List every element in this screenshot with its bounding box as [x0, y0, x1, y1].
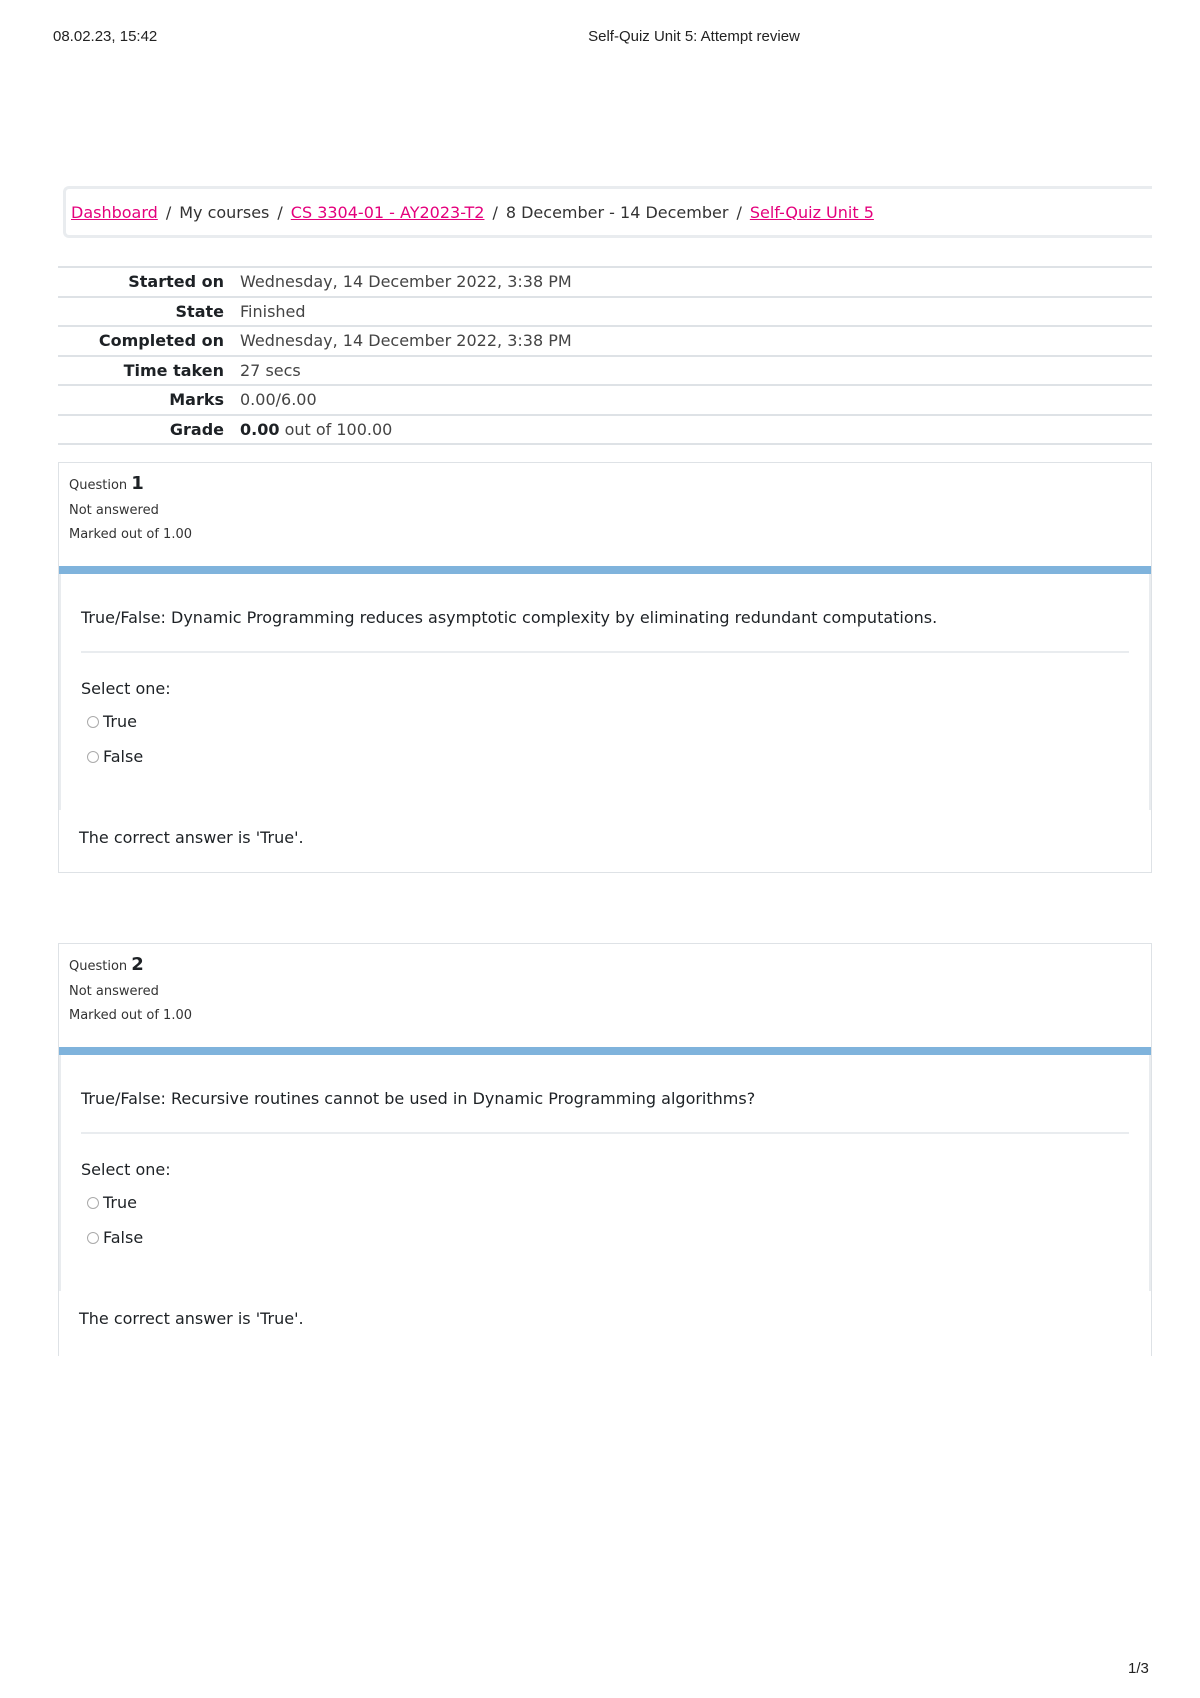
- completed-on-value: Wednesday, 14 December 2022, 3:38 PM: [240, 331, 572, 351]
- summary-row-marks: [58, 385, 1152, 415]
- correct-answer-feedback: The correct answer is 'True'.: [79, 828, 304, 847]
- attempt-summary-table: [58, 266, 1152, 445]
- question-content: [59, 1055, 1151, 1291]
- breadcrumb-separator: /: [736, 202, 742, 222]
- answer-option-label: False: [103, 1228, 144, 1247]
- summary-row-started: [58, 267, 1152, 297]
- print-header: [0, 28, 1200, 48]
- radio-icon[interactable]: [87, 716, 99, 728]
- correct-answer-feedback: The correct answer is 'True'.: [79, 1309, 304, 1328]
- summary-row-time: [58, 356, 1152, 386]
- question-text: True/False: Dynamic Programming reduces asymptotic complexity by eliminating redundant computations.: [81, 574, 1129, 653]
- summary-row-completed: [58, 326, 1152, 356]
- question-number: [69, 954, 1141, 975]
- answer-option-false[interactable]: [81, 747, 1129, 766]
- question-status: Not answered: [69, 984, 159, 999]
- breadcrumb-separator: /: [277, 202, 283, 222]
- grade-cell: [232, 415, 1152, 445]
- breadcrumb-separator: /: [165, 202, 172, 222]
- question-divider-bar: [59, 566, 1151, 574]
- completed-on-label: Completed on: [98, 331, 224, 351]
- question-number-value: 2: [131, 954, 144, 975]
- summary-row-state: [58, 297, 1152, 327]
- state-label: State: [175, 301, 224, 321]
- question-info: [59, 944, 1151, 1047]
- question-content: [59, 574, 1151, 810]
- breadcrumb-separator: /: [492, 202, 498, 222]
- question-status: Not answered: [69, 503, 159, 518]
- started-on-value: Wednesday, 14 December 2022, 3:38 PM: [240, 272, 572, 292]
- answer-option-false[interactable]: [81, 1228, 1129, 1247]
- breadcrumb-week: 8 December - 14 December: [505, 202, 729, 222]
- breadcrumb-quiz-link[interactable]: Self-Quiz Unit 5: [749, 202, 874, 222]
- question-info: [59, 463, 1151, 566]
- answer-option-true[interactable]: [81, 712, 1129, 731]
- marks-value: 0.00/6.00: [240, 390, 317, 410]
- grade-label: Grade: [169, 419, 224, 439]
- question-text: True/False: Recursive routines cannot be used in Dynamic Programming algorithms?: [81, 1055, 1129, 1134]
- summary-row-grade: [58, 415, 1152, 445]
- question-2: [58, 943, 1152, 1356]
- question-label: Question: [69, 959, 128, 974]
- radio-icon[interactable]: [87, 1197, 99, 1209]
- print-page-title: Self-Quiz Unit 5: Attempt review: [588, 28, 800, 45]
- question-number: [69, 473, 1141, 494]
- question-number-value: 1: [131, 473, 144, 494]
- question-1: [58, 462, 1152, 873]
- time-taken-value: 27 secs: [240, 360, 301, 380]
- breadcrumb-dashboard-link[interactable]: Dashboard: [71, 202, 158, 222]
- question-marked-out-of: Marked out of 1.00: [69, 1008, 193, 1023]
- grade-value: 0.00: [240, 419, 280, 439]
- grade-suffix: out of 100.00: [284, 419, 393, 439]
- breadcrumb: [63, 186, 1152, 238]
- answer-option-label: True: [103, 1193, 137, 1212]
- question-label: Question: [69, 478, 128, 493]
- breadcrumb-course-link[interactable]: CS 3304-01 - AY2023-T2: [290, 202, 485, 222]
- question-marked-out-of: Marked out of 1.00: [69, 527, 193, 542]
- question-divider-bar: [59, 1047, 1151, 1055]
- breadcrumb-my-courses: My courses: [179, 202, 270, 222]
- select-one-label: Select one:: [81, 679, 171, 698]
- print-datetime: 08.02.23, 15:42: [53, 28, 158, 45]
- radio-icon[interactable]: [87, 1232, 99, 1244]
- answer-option-true[interactable]: [81, 1193, 1129, 1212]
- answer-option-label: True: [103, 712, 137, 731]
- radio-icon[interactable]: [87, 751, 99, 763]
- marks-label: Marks: [169, 390, 224, 410]
- answer-option-label: False: [103, 747, 144, 766]
- state-value: Finished: [240, 301, 306, 321]
- page-number: 1/3: [1128, 1660, 1149, 1677]
- select-one-label: Select one:: [81, 1160, 171, 1179]
- started-on-label: Started on: [128, 272, 224, 292]
- time-taken-label: Time taken: [123, 360, 224, 380]
